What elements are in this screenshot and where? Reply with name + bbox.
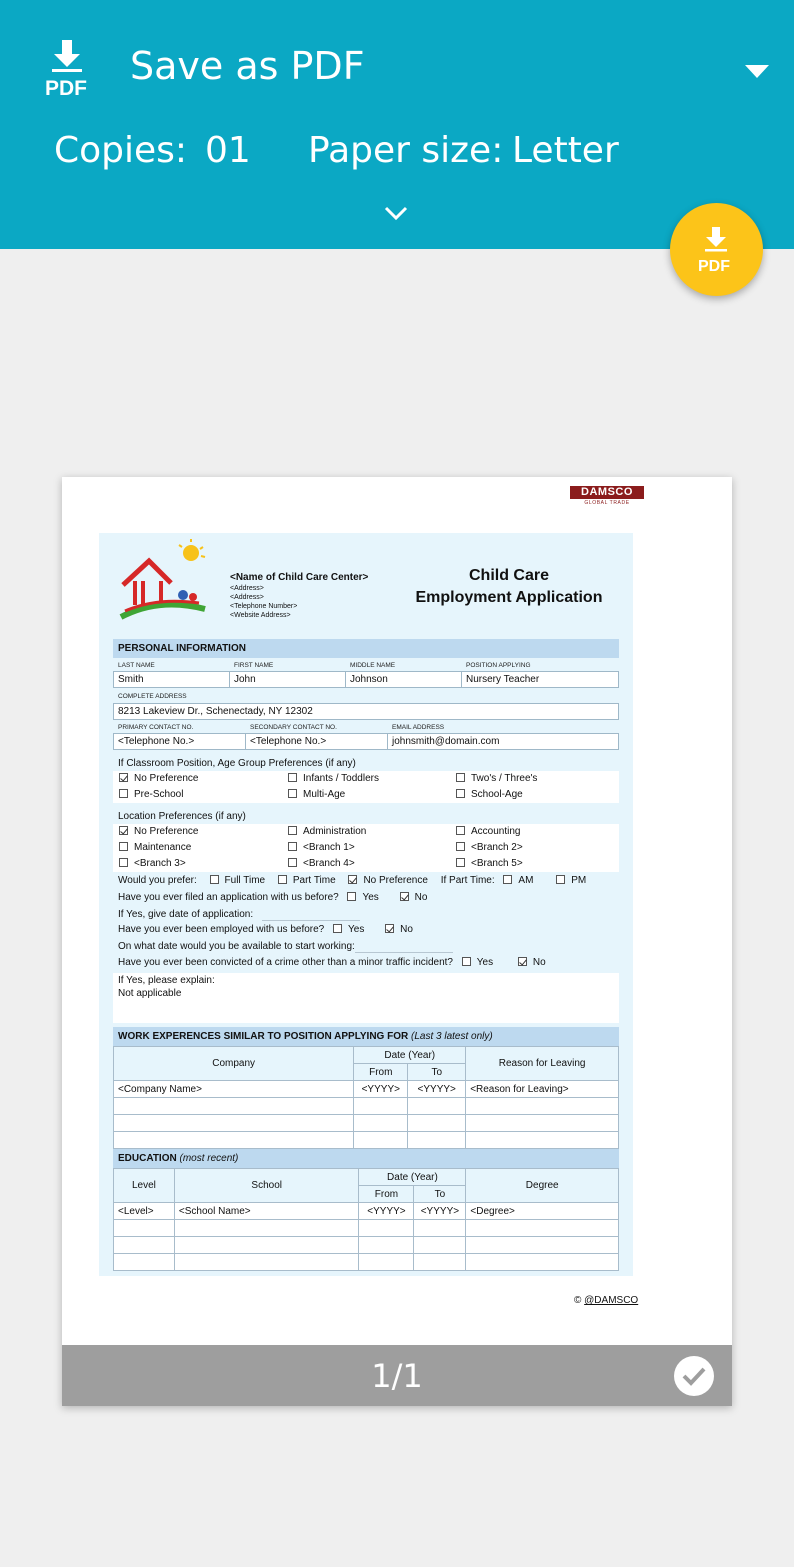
col-company: Company: [114, 1047, 354, 1081]
loc-option-1[interactable]: No Preference: [119, 826, 198, 837]
age-option-4[interactable]: Pre-School: [119, 789, 183, 800]
col-reason: Reason for Leaving: [466, 1047, 619, 1081]
copies-value[interactable]: 01: [205, 130, 251, 171]
checkbox-checked-icon[interactable]: [119, 826, 128, 835]
work-from-cell[interactable]: <YYYY>: [354, 1081, 408, 1098]
destination-dropdown-icon[interactable]: [742, 62, 772, 82]
fab-label: PDF: [698, 258, 730, 275]
age-option-1[interactable]: No Preference: [119, 773, 198, 784]
print-settings-header: [0, 0, 794, 249]
save-pdf-fab-button[interactable]: [670, 203, 763, 296]
address-field[interactable]: 8213 Lakeview Dr., Schenectady, NY 12302: [113, 703, 619, 720]
table-row: [114, 1081, 619, 1098]
checkbox-icon[interactable]: [503, 875, 512, 884]
checkbox-icon[interactable]: [556, 875, 565, 884]
center-telephone: <Telephone Number>: [230, 603, 298, 610]
checkbox-icon[interactable]: [456, 858, 465, 867]
age-option-3[interactable]: Two's / Three's: [456, 773, 537, 784]
checkbox-checked-icon[interactable]: [518, 957, 527, 966]
age-option-6[interactable]: School-Age: [456, 789, 523, 800]
secondary-contact-label: SECONDARY CONTACT NO.: [250, 724, 337, 731]
last-name-field[interactable]: Smith: [113, 671, 230, 688]
checkbox-icon[interactable]: [456, 842, 465, 851]
last-name-label: LAST NAME: [118, 662, 155, 669]
center-name: <Name of Child Care Center>: [230, 572, 369, 583]
start-date-line[interactable]: [355, 952, 453, 953]
table-row[interactable]: [114, 1115, 619, 1132]
col-to: To: [414, 1186, 466, 1203]
page-indicator-bar: [62, 1345, 732, 1406]
table-row[interactable]: [114, 1098, 619, 1115]
checkbox-icon[interactable]: [288, 789, 297, 798]
age-option-2[interactable]: Infants / Toddlers: [288, 773, 379, 784]
table-row: [114, 1203, 619, 1220]
brand-name: DAMSCO: [570, 486, 644, 499]
date-of-application-label: If Yes, give date of application:: [118, 909, 254, 920]
col-to: To: [408, 1064, 466, 1081]
table-row[interactable]: [114, 1254, 619, 1271]
checkbox-icon[interactable]: [288, 842, 297, 851]
prefer-question: Would you prefer: Full Time Part Time No Preference If Part Time: AM PM: [118, 875, 587, 886]
paper-size-value[interactable]: Letter: [512, 130, 619, 171]
col-date: Date (Year): [354, 1047, 466, 1064]
pdf-icon-label: PDF: [45, 77, 87, 98]
checkbox-icon[interactable]: [456, 773, 465, 782]
employment-form: [99, 533, 633, 1276]
checkbox-icon[interactable]: [119, 858, 128, 867]
col-level: Level: [114, 1169, 175, 1203]
table-row[interactable]: [114, 1220, 619, 1237]
primary-contact-field[interactable]: <Telephone No.>: [113, 733, 246, 750]
edu-level-cell[interactable]: <Level>: [114, 1203, 175, 1220]
start-date-label: On what date would you be available to start working:: [118, 941, 355, 952]
employed-before-question: Have you ever been employed with us before? Yes No: [118, 924, 413, 935]
explain-label: If Yes, please explain:: [118, 975, 215, 986]
explain-answer[interactable]: Not applicable: [118, 988, 182, 999]
childcare-house-logo-icon: [119, 537, 209, 627]
edu-degree-cell[interactable]: <Degree>: [466, 1203, 619, 1220]
work-reason-cell[interactable]: <Reason for Leaving>: [466, 1081, 619, 1098]
expand-settings-chevron-icon[interactable]: [383, 204, 409, 222]
first-name-field[interactable]: John: [229, 671, 346, 688]
personal-info-heading: PERSONAL INFORMATION: [113, 639, 619, 658]
page-selected-check-icon[interactable]: [674, 1356, 714, 1396]
middle-name-field[interactable]: Johnson: [345, 671, 462, 688]
work-company-cell[interactable]: <Company Name>: [114, 1081, 354, 1098]
filed-before-question: Have you ever filed an application with us before? Yes No: [118, 892, 428, 903]
table-row[interactable]: [114, 1237, 619, 1254]
checkbox-icon[interactable]: [333, 924, 342, 933]
loc-option-9[interactable]: <Branch 5>: [456, 858, 523, 869]
copyright-notice: [574, 1295, 638, 1306]
col-date: Date (Year): [359, 1169, 466, 1186]
center-address-2: <Address>: [230, 594, 264, 601]
page-indicator: 1/1: [371, 1357, 423, 1395]
edu-to-cell[interactable]: <YYYY>: [414, 1203, 466, 1220]
page-preview[interactable]: [62, 477, 732, 1406]
email-label: EMAIL ADDRESS: [392, 724, 445, 731]
work-to-cell[interactable]: <YYYY>: [408, 1081, 466, 1098]
middle-name-label: MIDDLE NAME: [350, 662, 396, 669]
date-of-application-line[interactable]: [262, 920, 360, 921]
location-question: Location Preferences (if any): [118, 811, 246, 822]
edu-school-cell[interactable]: <School Name>: [174, 1203, 359, 1220]
checkbox-checked-icon[interactable]: [385, 924, 394, 933]
checkbox-icon[interactable]: [288, 858, 297, 867]
checkbox-icon[interactable]: [288, 826, 297, 835]
form-title-line1: Child Care: [468, 567, 549, 584]
checkbox-icon[interactable]: [456, 789, 465, 798]
loc-option-6[interactable]: <Branch 2>: [456, 842, 523, 853]
loc-option-3[interactable]: Accounting: [456, 826, 520, 837]
col-degree: Degree: [466, 1169, 619, 1203]
secondary-contact-field[interactable]: <Telephone No.>: [245, 733, 388, 750]
checkbox-icon[interactable]: [210, 875, 219, 884]
age-option-5[interactable]: Multi-Age: [288, 789, 345, 800]
email-field[interactable]: johnsmith@domain.com: [387, 733, 619, 750]
copyright-handle: @DAMSCO: [584, 1295, 639, 1306]
work-heading: WORK EXPERENCES SIMILAR TO POSITION APPLYING FOR (Last 3 latest only): [113, 1027, 619, 1046]
position-field[interactable]: Nursery Teacher: [461, 671, 619, 688]
primary-contact-label: PRIMARY CONTACT NO.: [118, 724, 194, 731]
destination-label[interactable]: Save as PDF: [130, 44, 365, 88]
loc-option-4[interactable]: Maintenance: [119, 842, 191, 853]
center-address-1: <Address>: [230, 585, 264, 592]
loc-option-2[interactable]: Administration: [288, 826, 366, 837]
organization-info: [230, 573, 368, 620]
convicted-question: Have you ever been convicted of a crime other than a minor traffic incident? Yes No: [118, 957, 546, 968]
age-group-question: If Classroom Position, Age Group Preferences (if any): [118, 758, 356, 769]
table-row[interactable]: [114, 1132, 619, 1149]
checkbox-icon[interactable]: [347, 892, 356, 901]
form-title: [399, 565, 619, 609]
col-from: From: [359, 1186, 414, 1203]
checkbox-icon[interactable]: [288, 773, 297, 782]
brand-subtitle: GLOBAL TRADE: [584, 500, 630, 506]
copies-label: Copies:: [54, 130, 188, 171]
pdf-download-icon: [40, 38, 98, 98]
checkbox-icon[interactable]: [119, 789, 128, 798]
first-name-label: FIRST NAME: [234, 662, 274, 669]
loc-option-8[interactable]: <Branch 4>: [288, 858, 355, 869]
checkbox-icon[interactable]: [462, 957, 471, 966]
address-label: COMPLETE ADDRESS: [118, 693, 187, 700]
loc-option-7[interactable]: <Branch 3>: [119, 858, 186, 869]
loc-option-5[interactable]: <Branch 1>: [288, 842, 355, 853]
brand-logo: [570, 486, 644, 508]
col-school: School: [174, 1169, 359, 1203]
center-website: <Website Address>: [230, 612, 291, 619]
checkbox-checked-icon[interactable]: [348, 875, 357, 884]
edu-from-cell[interactable]: <YYYY>: [359, 1203, 414, 1220]
form-title-line2: Employment Application: [415, 589, 603, 606]
checkbox-icon[interactable]: [119, 842, 128, 851]
work-table: [113, 1046, 619, 1149]
education-heading: EDUCATION (most recent): [113, 1149, 619, 1168]
checkbox-checked-icon[interactable]: [400, 892, 409, 901]
copyright-symbol: ©: [574, 1295, 582, 1306]
paper-size-label: Paper size:: [308, 130, 504, 171]
col-from: From: [354, 1064, 408, 1081]
checkbox-icon[interactable]: [456, 826, 465, 835]
position-label: POSITION APPLYING: [466, 662, 531, 669]
checkbox-icon[interactable]: [278, 875, 287, 884]
checkbox-checked-icon[interactable]: [119, 773, 128, 782]
education-table: [113, 1168, 619, 1271]
